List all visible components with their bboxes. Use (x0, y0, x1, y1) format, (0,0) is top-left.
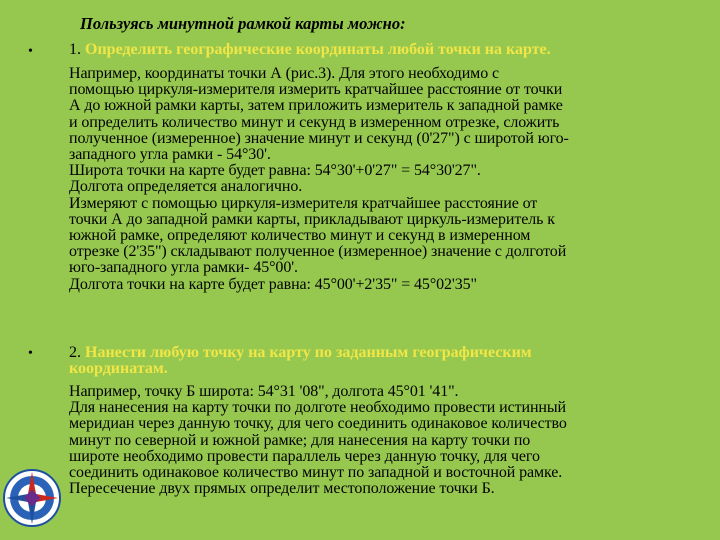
bullet-2: • (28, 346, 33, 361)
compass-logo-icon (2, 468, 62, 528)
body-line: помощью циркуля-измерителя измерить кратчайшее расстояние от точки (69, 81, 563, 99)
section-1-heading-text: Определить географические координаты любой точки на карте. (85, 41, 551, 58)
body-line: точки А до западной рамки карты, прикладывают циркуль-измеритель к (69, 210, 555, 228)
section-2-heading (69, 345, 532, 361)
body-line: Пересечение двух прямых определит местоположение точки Б. (69, 480, 495, 498)
section-2-heading-cont (69, 361, 168, 377)
body-line: отрезке (2'35") складывают полученное (измеренное) значение с долготой (69, 243, 567, 261)
body-line: А до южной рамки карты, затем приложить измеритель к западной рамке (69, 97, 563, 115)
section-1-number: 1. (69, 41, 85, 58)
body-line: южной рамке, определяют количество минут и секунд в измеренном (69, 227, 531, 245)
slide-title: Пользуясь минутной рамкой карты можно: (80, 14, 406, 33)
body-line: Например, координаты точки А (рис.3). Для этого необходимо с (69, 65, 499, 82)
bullet-1: • (28, 44, 33, 59)
body-line: широте необходимо провести параллель через данную точку, для чего (69, 447, 540, 465)
body-line: Долгота определяется аналогично. (69, 178, 303, 196)
section-1-heading (69, 42, 551, 58)
section-1-body (69, 66, 677, 293)
body-line: соединить одинаковое количество минут по западной и восточной рамке. (69, 464, 563, 482)
body-line: западного угла рамки - 54°30'. (69, 146, 271, 164)
section-2-number: 2. (69, 344, 85, 361)
body-line: и определить количество минут и секунд в измеренном отрезке, сложить (69, 113, 560, 131)
section-2-heading-line2: координатам. (69, 360, 168, 377)
body-line: Долгота точки на карте будет равна: 45°00'+2'35" = 45°02'35" (69, 275, 477, 293)
body-line: Для нанесения на карту точки по долготе необходимо провести истинный (69, 399, 566, 417)
section-2-body (69, 384, 677, 497)
body-line: минут по северной и южной рамке; для нанесения на карту точки по (69, 431, 531, 449)
body-line: меридиан через данную точку, для чего соединить одинаковое количество (69, 415, 567, 433)
section-2-heading-line1: Нанести любую точку на карту по заданным географическим (85, 344, 532, 361)
body-line: Например, точку Б широта: 54°31 '08", долгота 45°01 '41". (69, 383, 459, 400)
body-line: полученное (измеренное) значение минут и секунд (0'27") с широтой юго- (69, 129, 569, 147)
body-line: юго-западного угла рамки- 45°00'. (69, 259, 298, 277)
body-line: Широта точки на карте будет равна: 54°30'+0'27" = 54°30'27". (69, 162, 481, 180)
body-line: Измеряют с помощью циркуля-измерителя кратчайшее расстояние от (69, 194, 538, 212)
